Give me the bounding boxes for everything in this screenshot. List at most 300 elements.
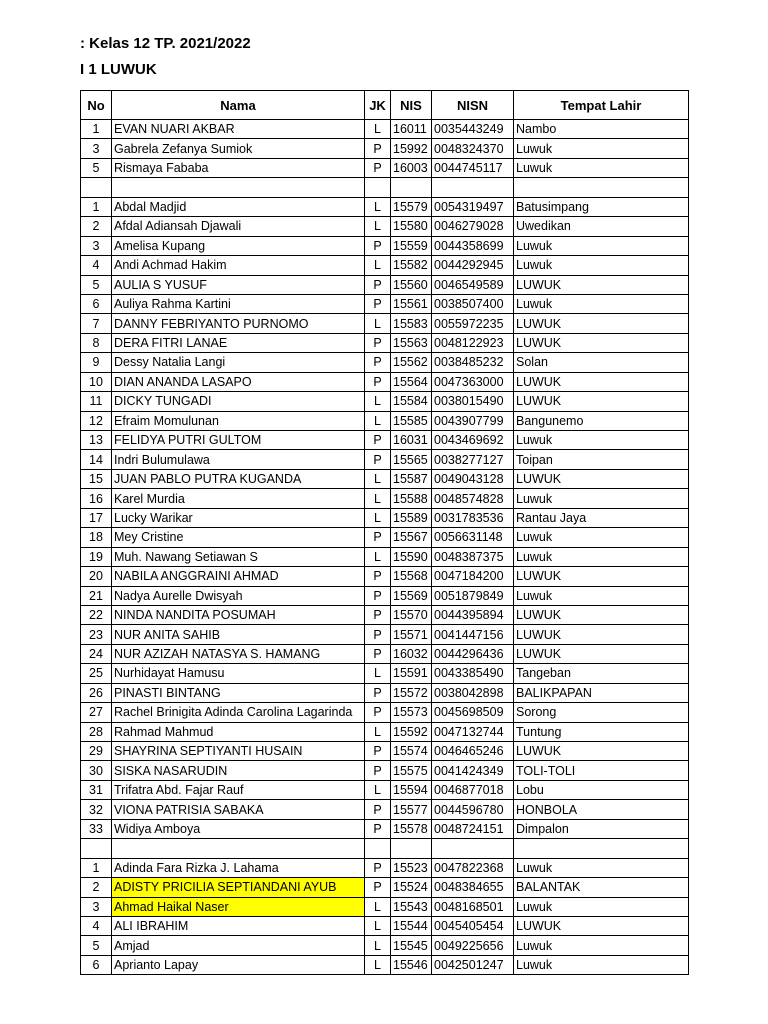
cell-no: 21 xyxy=(81,586,112,605)
empty-cell xyxy=(432,839,514,858)
cell-no: 5 xyxy=(81,275,112,294)
cell-nis: 15545 xyxy=(391,936,432,955)
table-row xyxy=(81,139,689,158)
table-row xyxy=(81,683,689,702)
cell-nis: 15544 xyxy=(391,916,432,935)
cell-no: 26 xyxy=(81,683,112,702)
cell-nis: 15563 xyxy=(391,333,432,352)
cell-tempat-lahir: Luwuk xyxy=(514,236,689,255)
cell-nisn: 0038277127 xyxy=(432,450,514,469)
cell-tempat-lahir: LUWUK xyxy=(514,372,689,391)
cell-nis: 15567 xyxy=(391,528,432,547)
cell-nisn: 0046877018 xyxy=(432,780,514,799)
cell-nisn: 0047822368 xyxy=(432,858,514,877)
cell-nisn: 0035443249 xyxy=(432,120,514,139)
cell-nis: 15591 xyxy=(391,664,432,683)
cell-jk: P xyxy=(365,703,391,722)
cell-jk: P xyxy=(365,625,391,644)
cell-tempat-lahir: LUWUK xyxy=(514,469,689,488)
cell-nisn: 0056631148 xyxy=(432,528,514,547)
column-header-jk: JK xyxy=(365,91,391,120)
cell-no: 15 xyxy=(81,469,112,488)
cell-nisn: 0048724151 xyxy=(432,819,514,838)
cell-nisn: 0044395894 xyxy=(432,605,514,624)
cell-jk: P xyxy=(365,605,391,624)
cell-nama: DANNY FEBRIYANTO PURNOMO xyxy=(112,314,365,333)
cell-no: 4 xyxy=(81,256,112,275)
table-row xyxy=(81,586,689,605)
cell-no: 28 xyxy=(81,722,112,741)
cell-jk: L xyxy=(365,936,391,955)
cell-jk: L xyxy=(365,411,391,430)
cell-nis: 15573 xyxy=(391,703,432,722)
cell-nama: NUR AZIZAH NATASYA S. HAMANG xyxy=(112,644,365,663)
cell-no: 24 xyxy=(81,644,112,663)
cell-no: 1 xyxy=(81,120,112,139)
cell-jk: L xyxy=(365,392,391,411)
cell-nisn: 0043907799 xyxy=(432,411,514,430)
cell-nis: 15594 xyxy=(391,780,432,799)
cell-no: 14 xyxy=(81,450,112,469)
cell-nisn: 0048387375 xyxy=(432,547,514,566)
cell-nis: 15543 xyxy=(391,897,432,916)
cell-tempat-lahir: Luwuk xyxy=(514,294,689,313)
cell-nis: 15578 xyxy=(391,819,432,838)
cell-nis: 15565 xyxy=(391,450,432,469)
cell-nama: Indri Bulumulawa xyxy=(112,450,365,469)
page-title: : Kelas 12 TP. 2021/2022 xyxy=(80,35,251,52)
cell-nama: SISKA NASARUDIN xyxy=(112,761,365,780)
table-row xyxy=(81,275,689,294)
cell-nis: 15590 xyxy=(391,547,432,566)
cell-nama: NINDA NANDITA POSUMAH xyxy=(112,605,365,624)
cell-nisn: 0048574828 xyxy=(432,489,514,508)
cell-jk: P xyxy=(365,353,391,372)
cell-nisn: 0051879849 xyxy=(432,586,514,605)
table-row xyxy=(81,411,689,430)
table-row xyxy=(81,547,689,566)
cell-jk: L xyxy=(365,489,391,508)
cell-jk: P xyxy=(365,158,391,177)
cell-nis: 15588 xyxy=(391,489,432,508)
cell-nama: Nadya Aurelle Dwisyah xyxy=(112,586,365,605)
table-row xyxy=(81,625,689,644)
cell-nisn: 0043469692 xyxy=(432,431,514,450)
cell-jk: L xyxy=(365,197,391,216)
cell-no: 13 xyxy=(81,431,112,450)
cell-nis: 15569 xyxy=(391,586,432,605)
cell-no: 5 xyxy=(81,936,112,955)
cell-no: 11 xyxy=(81,392,112,411)
cell-jk: P xyxy=(365,586,391,605)
column-header-nisn: NISN xyxy=(432,91,514,120)
cell-nis: 15589 xyxy=(391,508,432,527)
cell-nisn: 0038042898 xyxy=(432,683,514,702)
cell-nama: JUAN PABLO PUTRA KUGANDA xyxy=(112,469,365,488)
cell-nisn: 0054319497 xyxy=(432,197,514,216)
cell-no: 5 xyxy=(81,158,112,177)
cell-nis: 15582 xyxy=(391,256,432,275)
cell-jk: L xyxy=(365,508,391,527)
cell-nama: Efraim Momulunan xyxy=(112,411,365,430)
cell-jk: P xyxy=(365,858,391,877)
cell-nama: Dessy Natalia Langi xyxy=(112,353,365,372)
cell-tempat-lahir: Luwuk xyxy=(514,489,689,508)
cell-tempat-lahir: LUWUK xyxy=(514,605,689,624)
cell-tempat-lahir: Luwuk xyxy=(514,955,689,974)
cell-nisn: 0049225656 xyxy=(432,936,514,955)
cell-tempat-lahir: Toipan xyxy=(514,450,689,469)
cell-nisn: 0041424349 xyxy=(432,761,514,780)
cell-jk: L xyxy=(365,955,391,974)
cell-no: 20 xyxy=(81,567,112,586)
cell-tempat-lahir: Batusimpang xyxy=(514,197,689,216)
cell-no: 10 xyxy=(81,372,112,391)
cell-jk: P xyxy=(365,333,391,352)
cell-jk: P xyxy=(365,139,391,158)
cell-nis: 15577 xyxy=(391,800,432,819)
cell-nis: 15559 xyxy=(391,236,432,255)
table-row xyxy=(81,450,689,469)
cell-nisn: 0048384655 xyxy=(432,878,514,897)
cell-nama: SHAYRINA SEPTIYANTI HUSAIN xyxy=(112,742,365,761)
cell-no: 2 xyxy=(81,878,112,897)
cell-tempat-lahir: BALIKPAPAN xyxy=(514,683,689,702)
cell-jk: L xyxy=(365,256,391,275)
cell-jk: P xyxy=(365,644,391,663)
cell-nisn: 0055972235 xyxy=(432,314,514,333)
cell-nisn: 0046279028 xyxy=(432,217,514,236)
cell-nisn: 0049043128 xyxy=(432,469,514,488)
cell-no: 6 xyxy=(81,294,112,313)
table-row xyxy=(81,955,689,974)
cell-nama: Ahmad Haikal Naser xyxy=(112,897,365,916)
table-row xyxy=(81,236,689,255)
table-row xyxy=(81,703,689,722)
cell-jk: P xyxy=(365,275,391,294)
cell-nis: 15562 xyxy=(391,353,432,372)
cell-nis: 15568 xyxy=(391,567,432,586)
cell-nama: ADISTY PRICILIA SEPTIANDANI AYUB xyxy=(112,878,365,897)
cell-nisn: 0044358699 xyxy=(432,236,514,255)
cell-no: 1 xyxy=(81,197,112,216)
cell-nama: Aprianto Lapay xyxy=(112,955,365,974)
cell-tempat-lahir: LUWUK xyxy=(514,625,689,644)
table-row xyxy=(81,567,689,586)
cell-tempat-lahir: LUWUK xyxy=(514,314,689,333)
cell-nisn: 0046465246 xyxy=(432,742,514,761)
cell-nis: 15564 xyxy=(391,372,432,391)
cell-nisn: 0047363000 xyxy=(432,372,514,391)
table-row xyxy=(81,644,689,663)
cell-tempat-lahir: Solan xyxy=(514,353,689,372)
cell-jk: L xyxy=(365,722,391,741)
cell-jk: P xyxy=(365,528,391,547)
cell-tempat-lahir: Luwuk xyxy=(514,256,689,275)
cell-no: 6 xyxy=(81,955,112,974)
cell-nis: 15574 xyxy=(391,742,432,761)
cell-nisn: 0046549589 xyxy=(432,275,514,294)
cell-jk: L xyxy=(365,780,391,799)
cell-tempat-lahir: Uwedikan xyxy=(514,217,689,236)
cell-jk: P xyxy=(365,236,391,255)
cell-nama: Auliya Rahma Kartini xyxy=(112,294,365,313)
cell-tempat-lahir: LUWUK xyxy=(514,275,689,294)
table-row xyxy=(81,333,689,352)
cell-nis: 16032 xyxy=(391,644,432,663)
cell-jk: P xyxy=(365,878,391,897)
cell-no: 1 xyxy=(81,858,112,877)
table-row xyxy=(81,916,689,935)
cell-nama: FELIDYA PUTRI GULTOM xyxy=(112,431,365,450)
cell-jk: P xyxy=(365,819,391,838)
cell-no: 17 xyxy=(81,508,112,527)
cell-no: 16 xyxy=(81,489,112,508)
table-row xyxy=(81,761,689,780)
empty-cell xyxy=(81,839,112,858)
cell-jk: P xyxy=(365,800,391,819)
cell-nama: ALI IBRAHIM xyxy=(112,916,365,935)
cell-tempat-lahir: Luwuk xyxy=(514,547,689,566)
table-row xyxy=(81,722,689,741)
cell-jk: P xyxy=(365,294,391,313)
cell-jk: L xyxy=(365,469,391,488)
cell-nama: Karel Murdia xyxy=(112,489,365,508)
empty-cell xyxy=(112,839,365,858)
cell-tempat-lahir: LUWUK xyxy=(514,567,689,586)
cell-tempat-lahir: Tuntung xyxy=(514,722,689,741)
cell-nisn: 0031783536 xyxy=(432,508,514,527)
cell-nama: Gabrela Zefanya Sumiok xyxy=(112,139,365,158)
cell-tempat-lahir: Luwuk xyxy=(514,897,689,916)
empty-cell xyxy=(112,178,365,197)
cell-no: 4 xyxy=(81,916,112,935)
cell-jk: P xyxy=(365,761,391,780)
cell-nis: 15546 xyxy=(391,955,432,974)
table-row xyxy=(81,372,689,391)
empty-cell xyxy=(391,178,432,197)
cell-tempat-lahir: Luwuk xyxy=(514,139,689,158)
empty-cell xyxy=(81,178,112,197)
cell-nisn: 0043385490 xyxy=(432,664,514,683)
cell-nis: 15580 xyxy=(391,217,432,236)
cell-nisn: 0045698509 xyxy=(432,703,514,722)
cell-tempat-lahir: Lobu xyxy=(514,780,689,799)
cell-jk: P xyxy=(365,450,391,469)
table-row xyxy=(81,508,689,527)
table-row xyxy=(81,605,689,624)
cell-nama: EVAN NUARI AKBAR xyxy=(112,120,365,139)
student-table xyxy=(80,90,689,975)
cell-no: 31 xyxy=(81,780,112,799)
cell-nisn: 0044596780 xyxy=(432,800,514,819)
cell-nama: Andi Achmad Hakim xyxy=(112,256,365,275)
cell-nis: 16003 xyxy=(391,158,432,177)
cell-tempat-lahir: Tangeban xyxy=(514,664,689,683)
cell-tempat-lahir: LUWUK xyxy=(514,644,689,663)
empty-cell xyxy=(391,839,432,858)
cell-nama: DERA FITRI LANAE xyxy=(112,333,365,352)
table-row xyxy=(81,120,689,139)
cell-tempat-lahir: Luwuk xyxy=(514,936,689,955)
cell-tempat-lahir: HONBOLA xyxy=(514,800,689,819)
cell-tempat-lahir: LUWUK xyxy=(514,916,689,935)
cell-no: 25 xyxy=(81,664,112,683)
cell-nisn: 0045405454 xyxy=(432,916,514,935)
cell-nis: 15992 xyxy=(391,139,432,158)
table-header-row xyxy=(81,91,689,120)
cell-nis: 15579 xyxy=(391,197,432,216)
table-row xyxy=(81,256,689,275)
page-subtitle: I 1 LUWUK xyxy=(80,61,157,78)
cell-jk: L xyxy=(365,916,391,935)
cell-tempat-lahir: LUWUK xyxy=(514,333,689,352)
cell-jk: P xyxy=(365,372,391,391)
cell-nisn: 0042501247 xyxy=(432,955,514,974)
cell-no: 3 xyxy=(81,236,112,255)
table-row xyxy=(81,294,689,313)
cell-tempat-lahir: Bangunemo xyxy=(514,411,689,430)
table-row xyxy=(81,353,689,372)
cell-no: 12 xyxy=(81,411,112,430)
cell-nis: 15572 xyxy=(391,683,432,702)
cell-no: 19 xyxy=(81,547,112,566)
cell-tempat-lahir: Luwuk xyxy=(514,158,689,177)
cell-tempat-lahir: TOLI-TOLI xyxy=(514,761,689,780)
cell-nama: DICKY TUNGADI xyxy=(112,392,365,411)
table-row xyxy=(81,392,689,411)
cell-tempat-lahir: Luwuk xyxy=(514,528,689,547)
table-row xyxy=(81,858,689,877)
cell-tempat-lahir: Luwuk xyxy=(514,858,689,877)
cell-nis: 16011 xyxy=(391,120,432,139)
cell-nama: Trifatra Abd. Fajar Rauf xyxy=(112,780,365,799)
cell-tempat-lahir: Luwuk xyxy=(514,586,689,605)
column-header-nama: Nama xyxy=(112,91,365,120)
cell-nama: VIONA PATRISIA SABAKA xyxy=(112,800,365,819)
empty-cell xyxy=(514,839,689,858)
column-header-no: No xyxy=(81,91,112,120)
cell-no: 18 xyxy=(81,528,112,547)
cell-no: 32 xyxy=(81,800,112,819)
table-row xyxy=(81,528,689,547)
cell-nis: 15524 xyxy=(391,878,432,897)
cell-jk: L xyxy=(365,547,391,566)
table-row xyxy=(81,742,689,761)
empty-cell xyxy=(365,839,391,858)
cell-tempat-lahir: Nambo xyxy=(514,120,689,139)
spacer-row xyxy=(81,178,689,197)
table-row xyxy=(81,800,689,819)
cell-tempat-lahir: Rantau Jaya xyxy=(514,508,689,527)
table-row xyxy=(81,158,689,177)
cell-nis: 15585 xyxy=(391,411,432,430)
table-row xyxy=(81,469,689,488)
cell-nama: Afdal Adiansah Djawali xyxy=(112,217,365,236)
cell-nama: Rachel Brinigita Adinda Carolina Lagarinda xyxy=(112,703,365,722)
cell-nisn: 0047184200 xyxy=(432,567,514,586)
cell-nama: AULIA S YUSUF xyxy=(112,275,365,294)
cell-jk: L xyxy=(365,664,391,683)
cell-nama: Lucky Warikar xyxy=(112,508,365,527)
cell-nisn: 0038485232 xyxy=(432,353,514,372)
cell-no: 3 xyxy=(81,139,112,158)
cell-nama: Rahmad Mahmud xyxy=(112,722,365,741)
cell-nama: Amjad xyxy=(112,936,365,955)
table-row xyxy=(81,664,689,683)
cell-nis: 15561 xyxy=(391,294,432,313)
cell-nama: Nurhidayat Hamusu xyxy=(112,664,365,683)
cell-tempat-lahir: LUWUK xyxy=(514,742,689,761)
cell-jk: P xyxy=(365,683,391,702)
table-row xyxy=(81,217,689,236)
cell-no: 33 xyxy=(81,819,112,838)
cell-nisn: 0048168501 xyxy=(432,897,514,916)
cell-nisn: 0047132744 xyxy=(432,722,514,741)
cell-nis: 15570 xyxy=(391,605,432,624)
cell-nis: 15560 xyxy=(391,275,432,294)
cell-no: 2 xyxy=(81,217,112,236)
empty-cell xyxy=(514,178,689,197)
table-row xyxy=(81,780,689,799)
cell-nisn: 0044292945 xyxy=(432,256,514,275)
table-row xyxy=(81,936,689,955)
column-header-nis: NIS xyxy=(391,91,432,120)
spacer-row xyxy=(81,839,689,858)
cell-nis: 15592 xyxy=(391,722,432,741)
cell-no: 22 xyxy=(81,605,112,624)
cell-nis: 16031 xyxy=(391,431,432,450)
cell-nis: 15575 xyxy=(391,761,432,780)
cell-nama: NABILA ANGGRAINI AHMAD xyxy=(112,567,365,586)
cell-nama: Amelisa Kupang xyxy=(112,236,365,255)
table-row xyxy=(81,314,689,333)
table-row xyxy=(81,431,689,450)
cell-jk: P xyxy=(365,567,391,586)
cell-nisn: 0044745117 xyxy=(432,158,514,177)
table-row xyxy=(81,878,689,897)
cell-nisn: 0044296436 xyxy=(432,644,514,663)
cell-nis: 15583 xyxy=(391,314,432,333)
cell-tempat-lahir: Luwuk xyxy=(514,431,689,450)
cell-nisn: 0048324370 xyxy=(432,139,514,158)
cell-nama: DIAN ANANDA LASAPO xyxy=(112,372,365,391)
column-header-tempat-lahir: Tempat Lahir xyxy=(514,91,689,120)
cell-nisn: 0038015490 xyxy=(432,392,514,411)
cell-tempat-lahir: LUWUK xyxy=(514,392,689,411)
cell-tempat-lahir: Dimpalon xyxy=(514,819,689,838)
cell-nis: 15584 xyxy=(391,392,432,411)
cell-jk: P xyxy=(365,742,391,761)
cell-no: 8 xyxy=(81,333,112,352)
table-body xyxy=(81,120,689,975)
cell-no: 23 xyxy=(81,625,112,644)
cell-jk: L xyxy=(365,217,391,236)
cell-nama: NUR ANITA SAHIB xyxy=(112,625,365,644)
cell-nama: Widiya Amboya xyxy=(112,819,365,838)
cell-no: 30 xyxy=(81,761,112,780)
cell-nisn: 0038507400 xyxy=(432,294,514,313)
cell-jk: L xyxy=(365,897,391,916)
cell-nis: 15571 xyxy=(391,625,432,644)
cell-nis: 15523 xyxy=(391,858,432,877)
cell-nisn: 0041447156 xyxy=(432,625,514,644)
table-row xyxy=(81,819,689,838)
empty-cell xyxy=(432,178,514,197)
table-row xyxy=(81,489,689,508)
cell-no: 3 xyxy=(81,897,112,916)
table-row xyxy=(81,197,689,216)
